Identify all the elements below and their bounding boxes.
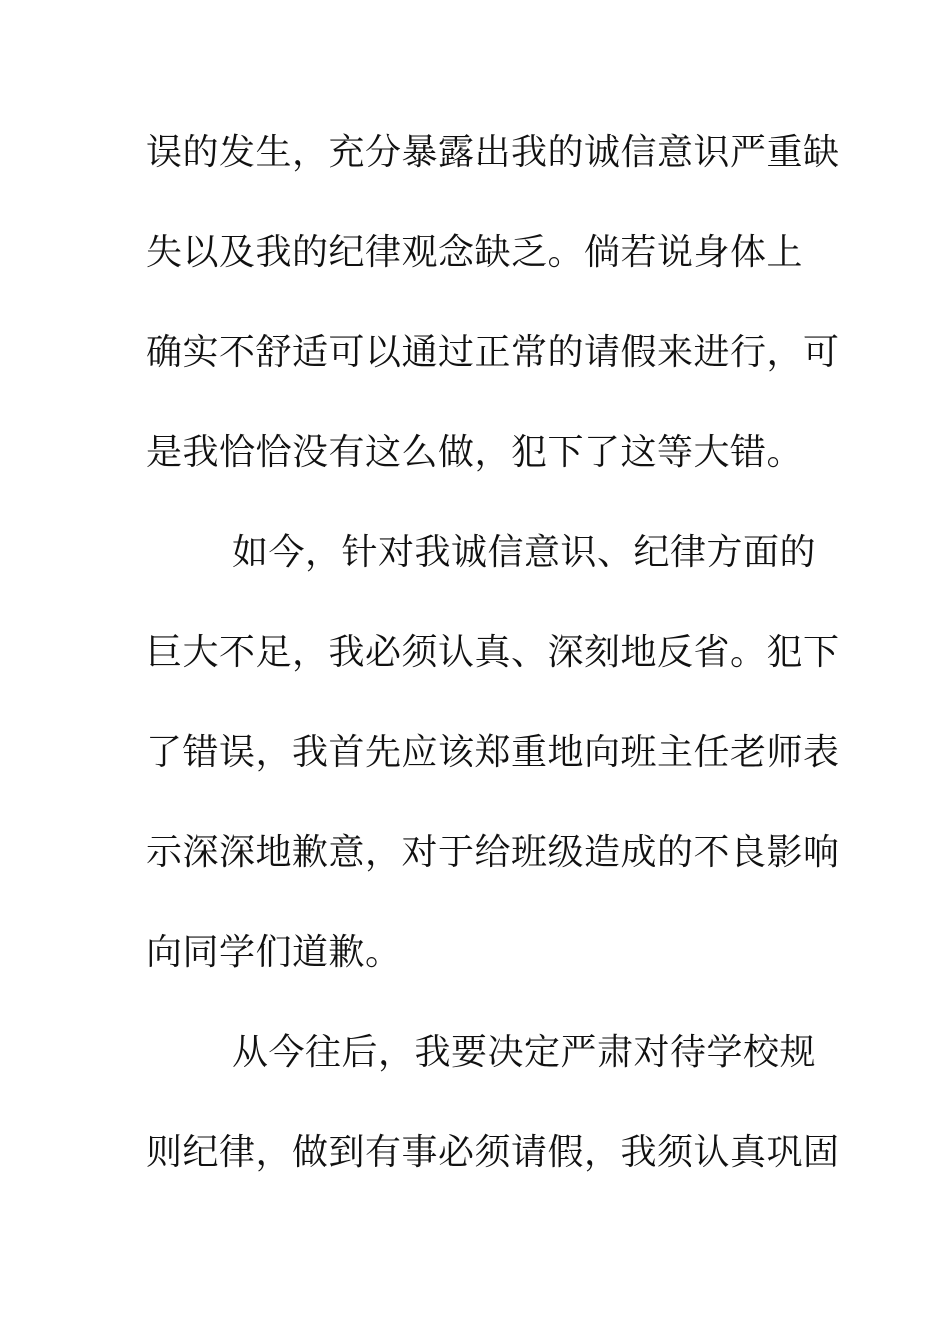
text-line: 误的发生，充分暴露出我的诚信意识严重缺: [146, 132, 840, 173]
text-line: 了错误，我首先应该郑重地向班主任老师表: [146, 732, 840, 773]
text-line: 巨大不足，我必须认真、深刻地反省。犯下: [146, 632, 840, 673]
paragraph-first-line: 从今往后，我要决定严肃对待学校规: [232, 1032, 817, 1073]
text-line: 是我恰恰没有这么做，犯下了这等大错。: [146, 432, 804, 473]
text-line: 确实不舒适可以通过正常的请假来进行，可: [146, 332, 840, 373]
text-line: 向同学们道歉。: [146, 932, 402, 973]
text-line: 示深深地歉意，对于给班级造成的不良影响: [146, 832, 840, 873]
paragraph-first-line: 如今，针对我诚信意识、纪律方面的: [232, 532, 817, 573]
text-line: 则纪律，做到有事必须请假，我须认真巩固: [146, 1132, 840, 1173]
text-line: 失以及我的纪律观念缺乏。倘若说身体上: [146, 232, 804, 273]
